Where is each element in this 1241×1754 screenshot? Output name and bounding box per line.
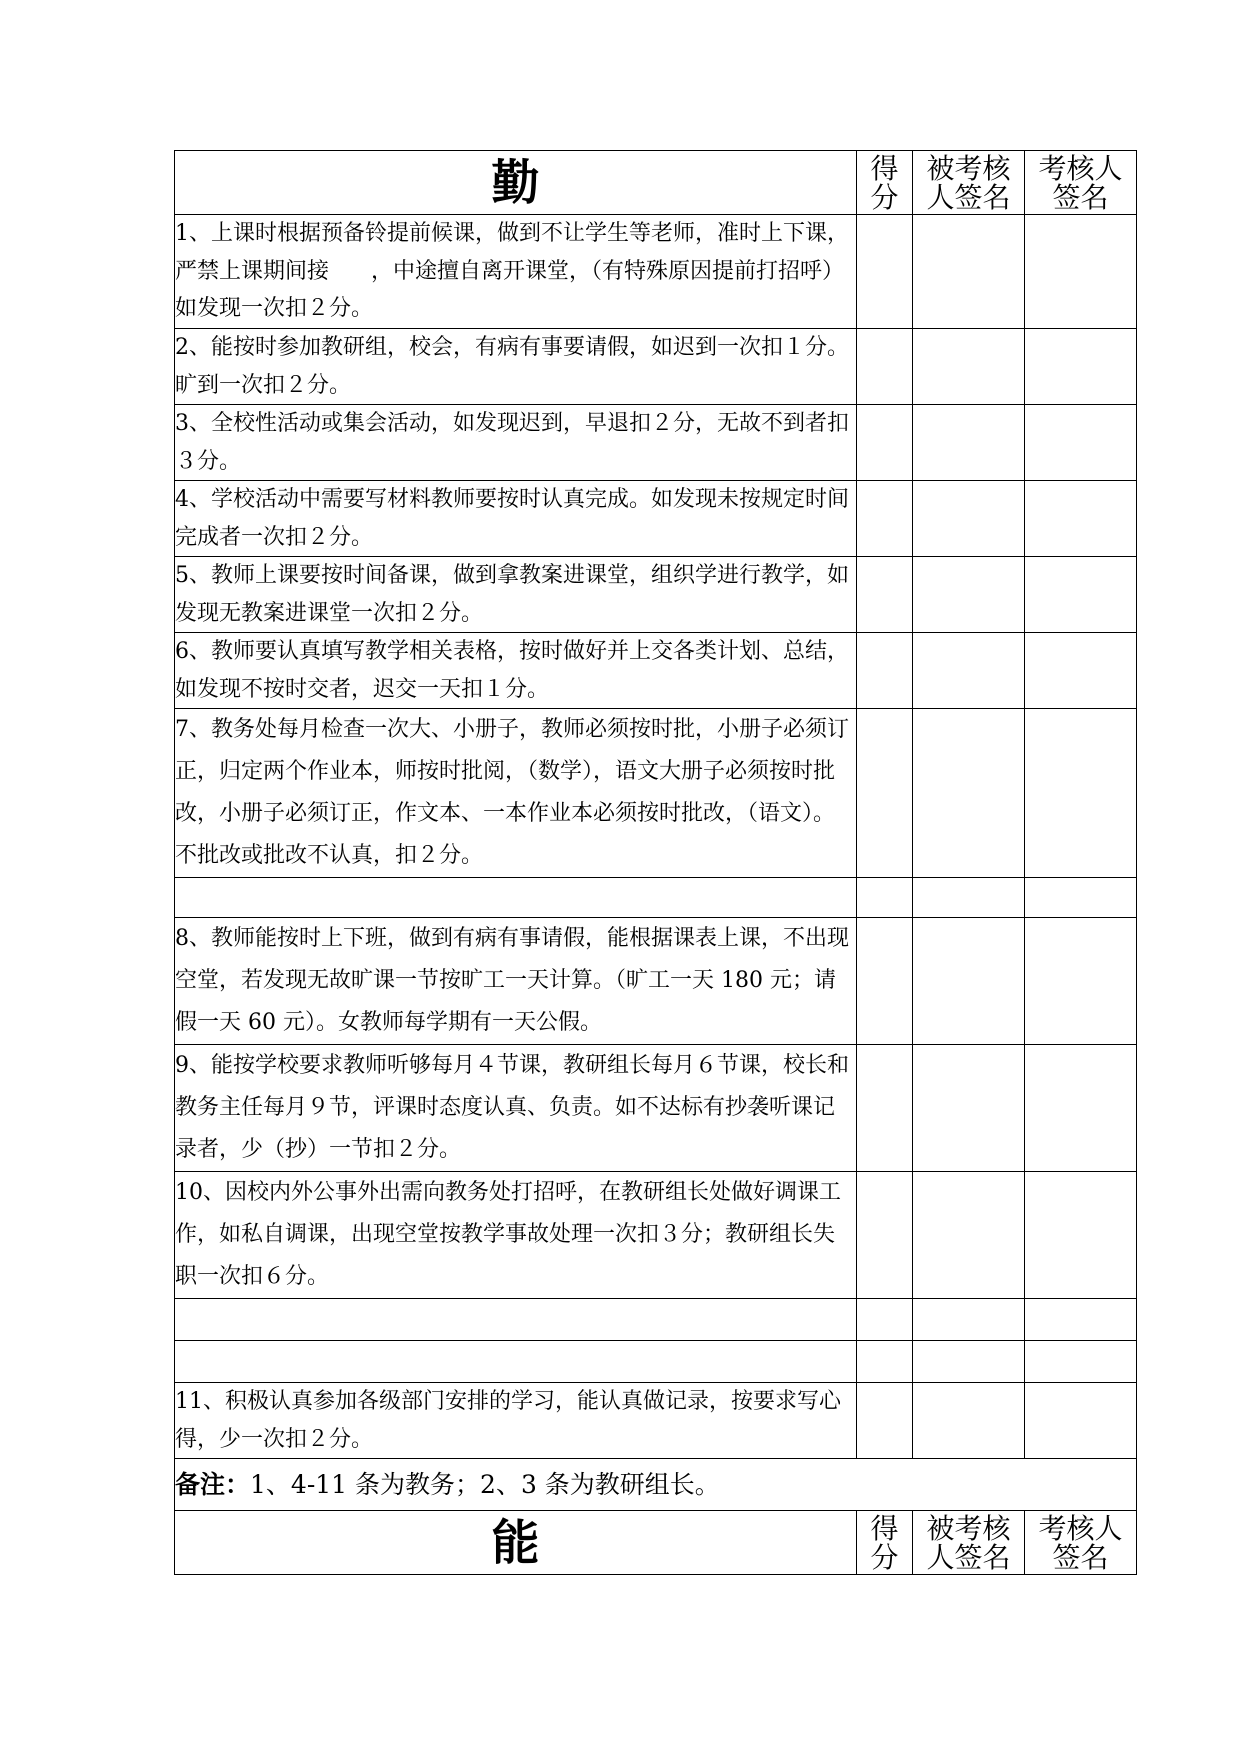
examiner-signature-cell[interactable] bbox=[1025, 405, 1137, 481]
table-row bbox=[175, 329, 1137, 405]
table-row bbox=[175, 709, 1137, 878]
table-row bbox=[175, 481, 1137, 557]
assessment-table bbox=[174, 150, 1137, 1575]
rule-item: 4、学校活动中需要写材料教师要按时认真完成。如发现未按规定时间完成者一次扣２分。 bbox=[175, 481, 857, 557]
rule-item: 6、教师要认真填写教学相关表格，按时做好并上交各类计划、总结，如发现不按时交者，迟交一天扣１分。 bbox=[175, 633, 857, 709]
examinee-signature-header: 被考核 人签名 bbox=[913, 1511, 1025, 1575]
score-cell[interactable] bbox=[857, 329, 913, 405]
examinee-signature-cell[interactable] bbox=[913, 481, 1025, 557]
score-header: 得 分 bbox=[857, 1511, 913, 1575]
score-cell[interactable] bbox=[857, 918, 913, 1045]
score-cell[interactable] bbox=[857, 405, 913, 481]
blank-cell[interactable] bbox=[175, 1299, 857, 1341]
examiner-signature-cell[interactable] bbox=[1025, 918, 1137, 1045]
table-row bbox=[175, 405, 1137, 481]
table-row bbox=[175, 1383, 1137, 1459]
examinee-signature-cell[interactable] bbox=[913, 215, 1025, 329]
table-row bbox=[175, 1045, 1137, 1172]
examinee-signature-header: 被考核 人签名 bbox=[913, 151, 1025, 215]
section-header-row bbox=[175, 151, 1137, 215]
rule-item: 1、上课时根据预备铃提前候课，做到不让学生等老师，准时上下课，严禁上课期间接 ，中途擅自离开课堂，（有特殊原因提前打招呼）如发现一次扣２分。 bbox=[175, 215, 857, 329]
examiner-signature-cell[interactable] bbox=[1025, 557, 1137, 633]
examiner-signature-cell[interactable] bbox=[1025, 329, 1137, 405]
examinee-signature-cell[interactable] bbox=[913, 1383, 1025, 1459]
section-title: 能 bbox=[175, 1511, 857, 1575]
examinee-signature-cell[interactable] bbox=[913, 709, 1025, 878]
blank-cell[interactable] bbox=[857, 1299, 913, 1341]
examinee-signature-cell[interactable] bbox=[913, 918, 1025, 1045]
blank-row bbox=[175, 1341, 1137, 1383]
table-row bbox=[175, 633, 1137, 709]
blank-cell[interactable] bbox=[175, 1341, 857, 1383]
remark-text: 1、4-11 条为教务；2、3 条为教研组长。 bbox=[250, 1469, 720, 1499]
blank-row bbox=[175, 1299, 1137, 1341]
examinee-signature-cell[interactable] bbox=[913, 329, 1025, 405]
blank-cell[interactable] bbox=[175, 878, 857, 918]
examinee-signature-cell[interactable] bbox=[913, 557, 1025, 633]
blank-cell[interactable] bbox=[1025, 878, 1137, 918]
examiner-signature-header: 考核人 签名 bbox=[1025, 151, 1137, 215]
table-row bbox=[175, 215, 1137, 329]
examinee-signature-cell[interactable] bbox=[913, 633, 1025, 709]
score-cell[interactable] bbox=[857, 1172, 913, 1299]
rule-item: 7、教务处每月检查一次大、小册子，教师必须按时批，小册子必须订正，归定两个作业本，师按时批阅，（数学），语文大册子必须按时批改，小册子必须订正，作文本、一本作业本必须按时批改，（语文）。不批改或批改不认真，扣２分。 bbox=[175, 709, 857, 878]
examiner-signature-cell[interactable] bbox=[1025, 709, 1137, 878]
examiner-signature-cell[interactable] bbox=[1025, 481, 1137, 557]
remark-label: 备注： bbox=[175, 1469, 251, 1499]
score-cell[interactable] bbox=[857, 1383, 913, 1459]
section-header-row bbox=[175, 1511, 1137, 1575]
score-cell[interactable] bbox=[857, 709, 913, 878]
remark bbox=[175, 1459, 1137, 1511]
blank-row bbox=[175, 878, 1137, 918]
examinee-signature-cell[interactable] bbox=[913, 1045, 1025, 1172]
examiner-signature-header: 考核人 签名 bbox=[1025, 1511, 1137, 1575]
rule-item: 8、教师能按时上下班，做到有病有事请假，能根据课表上课，不出现空堂，若发现无故旷课一节按旷工一天计算。（旷工一天 180 元；请假一天 60 元）。女教师每学期有一天公假。 bbox=[175, 918, 857, 1045]
examiner-signature-cell[interactable] bbox=[1025, 215, 1137, 329]
blank-cell[interactable] bbox=[913, 878, 1025, 918]
score-cell[interactable] bbox=[857, 633, 913, 709]
blank-cell[interactable] bbox=[913, 1341, 1025, 1383]
note-row bbox=[175, 1459, 1137, 1511]
blank-cell[interactable] bbox=[1025, 1341, 1137, 1383]
blank-cell[interactable] bbox=[1025, 1299, 1137, 1341]
section-title: 勤 bbox=[175, 151, 857, 215]
score-cell[interactable] bbox=[857, 1045, 913, 1172]
score-cell[interactable] bbox=[857, 215, 913, 329]
blank-cell[interactable] bbox=[913, 1299, 1025, 1341]
score-cell[interactable] bbox=[857, 481, 913, 557]
rule-item: 9、能按学校要求教师听够每月４节课，教研组长每月６节课，校长和教务主任每月９节，评课时态度认真、负责。如不达标有抄袭听课记录者，少（抄）一节扣２分。 bbox=[175, 1045, 857, 1172]
examiner-signature-cell[interactable] bbox=[1025, 633, 1137, 709]
examinee-signature-cell[interactable] bbox=[913, 405, 1025, 481]
table-row bbox=[175, 918, 1137, 1045]
blank-cell[interactable] bbox=[857, 1341, 913, 1383]
blank-cell[interactable] bbox=[857, 878, 913, 918]
rule-item: 11、积极认真参加各级部门安排的学习，能认真做记录，按要求写心得，少一次扣２分。 bbox=[175, 1383, 857, 1459]
score-header: 得 分 bbox=[857, 151, 913, 215]
examinee-signature-cell[interactable] bbox=[913, 1172, 1025, 1299]
examiner-signature-cell[interactable] bbox=[1025, 1383, 1137, 1459]
rule-item: 3、全校性活动或集会活动，如发现迟到，早退扣２分，无故不到者扣３分。 bbox=[175, 405, 857, 481]
rule-item: 5、教师上课要按时间备课，做到拿教案进课堂，组织学进行教学，如发现无教案进课堂一次扣２分。 bbox=[175, 557, 857, 633]
rule-item: 2、能按时参加教研组，校会，有病有事要请假，如迟到一次扣１分。旷到一次扣２分。 bbox=[175, 329, 857, 405]
score-cell[interactable] bbox=[857, 557, 913, 633]
table-row bbox=[175, 1172, 1137, 1299]
table-row bbox=[175, 557, 1137, 633]
rule-item: 10、因校内外公事外出需向教务处打招呼，在教研组长处做好调课工作，如私自调课，出现空堂按教学事故处理一次扣３分；教研组长失职一次扣６分。 bbox=[175, 1172, 857, 1299]
examiner-signature-cell[interactable] bbox=[1025, 1045, 1137, 1172]
examiner-signature-cell[interactable] bbox=[1025, 1172, 1137, 1299]
